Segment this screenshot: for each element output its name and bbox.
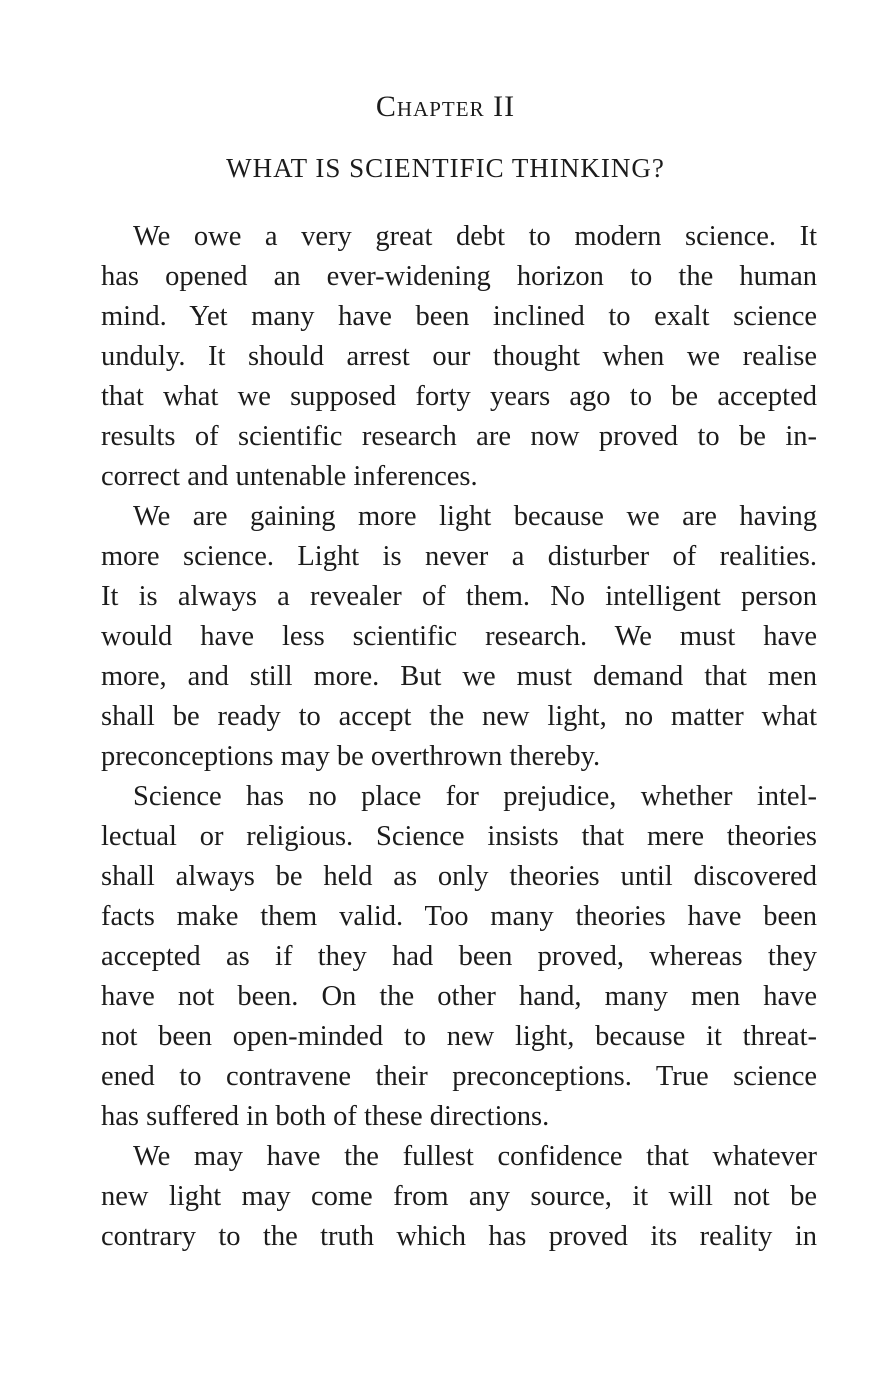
paragraph-1-line-5: that what we supposed forty years ago to be accepted — [101, 381, 817, 412]
chapter-label: Chapter II — [375, 90, 516, 123]
paragraph-2-line-3: It is always a revealer of them. No intelligent person — [101, 581, 817, 612]
paragraph-1-line-1: We owe a very great debt to modern science. It — [133, 221, 817, 252]
paragraph-1-line-6: results of scientific research are now proved to be in- — [101, 421, 817, 452]
paragraph-3-line-8: ened to contravene their preconceptions. True science — [101, 1061, 817, 1092]
paragraph-3-line-2: lectual or religious. Science insists that mere theories — [101, 821, 817, 852]
paragraph-3-line-1: Science has no place for prejudice, whether intel- — [133, 781, 817, 812]
paragraph-2-line-1: We are gaining more light because we are having — [133, 501, 817, 532]
paragraph-1-line-4: unduly. It should arrest our thought when we realise — [101, 341, 817, 372]
chapter-title: WHAT IS SCIENTIFIC THINKING? — [226, 153, 665, 183]
paragraph-4-line-3: contrary to the truth which has proved its reality in — [101, 1221, 817, 1252]
paragraph-2-line-7: preconceptions may be overthrown thereby. — [101, 741, 601, 772]
paragraph-2-line-2: more science. Light is never a disturber of realities. — [101, 541, 817, 572]
paragraph-3-line-7: not been open-minded to new light, because it threat- — [101, 1021, 817, 1052]
paragraph-1-line-2: has opened an ever-widening horizon to the human — [101, 261, 817, 292]
paragraph-1-line-3: mind. Yet many have been inclined to exalt science — [101, 301, 817, 332]
paragraph-3-line-4: facts make them valid. Too many theories have been — [101, 901, 817, 932]
chapter-body — [101, 217, 817, 1257]
paragraph-2-line-5: more, and still more. But we must demand that men — [101, 661, 817, 692]
paragraph-1-line-7: correct and untenable inferences. — [101, 461, 478, 492]
paragraph-4-line-1: We may have the fullest confidence that whatever — [133, 1141, 817, 1172]
paragraph-3-line-6: have not been. On the other hand, many men have — [101, 981, 817, 1012]
paragraph-3-line-9: has suffered in both of these directions. — [101, 1101, 550, 1132]
paragraph-2-line-4: would have less scientific research. We must have — [101, 621, 817, 652]
paragraph-4-line-2: new light may come from any source, it will not be — [101, 1181, 817, 1212]
paragraph-3-line-5: accepted as if they had been proved, whereas they — [101, 941, 817, 972]
chapter-heading — [0, 90, 891, 124]
paragraph-2-line-6: shall be ready to accept the new light, no matter what — [101, 701, 817, 732]
paragraph-3-line-3: shall always be held as only theories until discovered — [101, 861, 817, 892]
